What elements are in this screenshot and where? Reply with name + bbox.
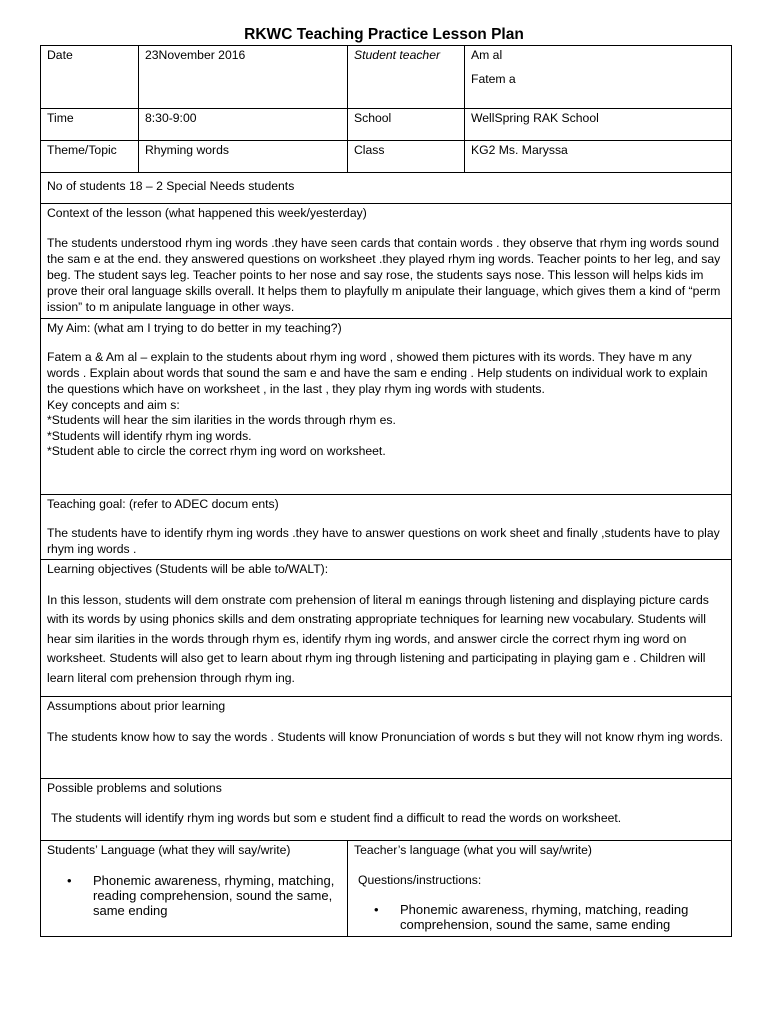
students-language-cell	[41, 841, 348, 937]
students-language-list	[47, 873, 341, 918]
problems-row	[41, 779, 732, 841]
objectives-row	[41, 560, 732, 697]
bullet-icon: •	[374, 902, 379, 918]
context-body: The students understood rhym ing words .they have seen cards that contain words . they observe that rhym ing words sound the sam e at the end. they answered questions on worksheet .they played rhym ing words. Teacher points to her leg, and say beg. The student says leg. Teacher points to her nose and say rose, the students says nose. This lesson will helps kids im prove their oral language skills overall. It helps them to playfully m anipulate their language, which gives them a kind of “perm ission” to m anipulate language in other ways.	[47, 235, 721, 315]
date-label: Date	[41, 46, 139, 109]
assumptions-cell	[41, 697, 732, 779]
time-row	[41, 109, 732, 141]
theme-value: Rhyming words	[139, 141, 348, 173]
page-title: RKWC Teaching Practice Lesson Plan	[244, 26, 524, 43]
key-concepts-line: Key concepts and aim s:	[47, 397, 180, 412]
objectives-title: Learning objectives (Students will be able to/WALT):	[47, 562, 329, 577]
list-item-text: Phonemic awareness, rhyming, matching, reading comprehension, sound the same, same ending	[400, 902, 689, 933]
key-concepts-line: *Students will identify rhym ing words.	[47, 428, 252, 443]
assumptions-body: The students know how to say the words . Students will know Pronunciation of words s but they will not know rhym ing words.	[47, 729, 724, 744]
student-teacher-value	[465, 46, 732, 109]
date-value: 23November 2016	[139, 46, 348, 109]
student-teacher-name: Am al	[471, 48, 503, 62]
objectives-cell	[41, 560, 732, 697]
students-count-row	[41, 173, 732, 204]
theme-label: Theme/Topic	[41, 141, 139, 173]
date-row	[41, 46, 732, 109]
teaching-goal-cell	[41, 494, 732, 560]
teaching-goal-row	[41, 494, 732, 560]
problems-cell	[41, 779, 732, 841]
context-cell	[41, 204, 732, 319]
teaching-goal-body: The students have to identify rhym ing words .they have to answer questions on work sheet and finally ,students have to play rhym ing words .	[47, 526, 720, 557]
students-count: No of students 18 – 2 Special Needs students	[41, 173, 732, 204]
problems-title: Possible problems and solutions	[47, 781, 222, 796]
lesson-plan-table	[40, 45, 732, 937]
aim-row	[41, 318, 732, 494]
language-row	[41, 841, 732, 937]
aim-title: My Aim: (what am I trying to do better in my teaching?)	[47, 320, 342, 335]
aim-cell	[41, 318, 732, 494]
key-concepts-line: *Students will hear the sim ilarities in the words through rhym es.	[47, 413, 396, 428]
aim-body: Fatem a & Am al – explain to the students about rhym ing word , showed them pictures with its words. They have m any words . Explain about words that sound the sam e and have the sam e ending . Help students on individual work to explain the questions which have on worksheet , in the last , they play rhym ing words with students.	[47, 350, 708, 397]
school-value: WellSpring RAK School	[465, 109, 732, 141]
context-row	[41, 204, 732, 319]
student-teacher-name: Fatem a	[471, 71, 516, 86]
teachers-language-cell	[348, 841, 732, 937]
assumptions-title: Assumptions about prior learning	[47, 699, 226, 714]
class-label: Class	[348, 141, 465, 173]
bullet-icon: •	[67, 872, 72, 888]
list-item	[47, 873, 341, 918]
class-value: KG2 Ms. Maryssa	[465, 141, 732, 173]
context-title: Context of the lesson (what happened this week/yesterday)	[47, 206, 367, 220]
list-item	[354, 902, 725, 932]
list-item-text: Phonemic awareness, rhyming, matching, reading comprehension, sound the same, same ending	[93, 872, 335, 918]
teachers-language-list	[354, 902, 725, 932]
theme-row	[41, 141, 732, 173]
assumptions-row	[41, 697, 732, 779]
time-label: Time	[41, 109, 139, 141]
objectives-body: In this lesson, students will dem onstrate com prehension of literal m eanings through listening and displaying picture cards with its words by using phonics skills and dem onstrating appropriate techniques for learning new vocabulary. Students will hear sim ilarities in the words through rhym es, identify rhym ing words, and answer circle the correct rhym ing word on worksheet. Students will also get to learn about rhym ing through listening and participating in playing gam e . Children will learn literal com prehension through rhym ing.	[47, 592, 709, 685]
teaching-goal-title: Teaching goal: (refer to ADEC docum ents)	[47, 496, 279, 511]
teachers-language-title: Teacher’s language (what you will say/write)	[354, 843, 592, 858]
questions-instructions-label: Questions/instructions:	[358, 872, 482, 887]
time-value: 8:30-9:00	[139, 109, 348, 141]
problems-body: The students will identify rhym ing words but som e student find a difficult to read the words on worksheet.	[51, 810, 622, 825]
school-label: School	[348, 109, 465, 141]
students-language-title: Students’ Language (what they will say/write)	[47, 843, 291, 858]
key-concepts-line: *Student able to circle the correct rhym ing word on worksheet.	[47, 444, 386, 459]
student-teacher-label: Student teacher	[348, 46, 465, 109]
